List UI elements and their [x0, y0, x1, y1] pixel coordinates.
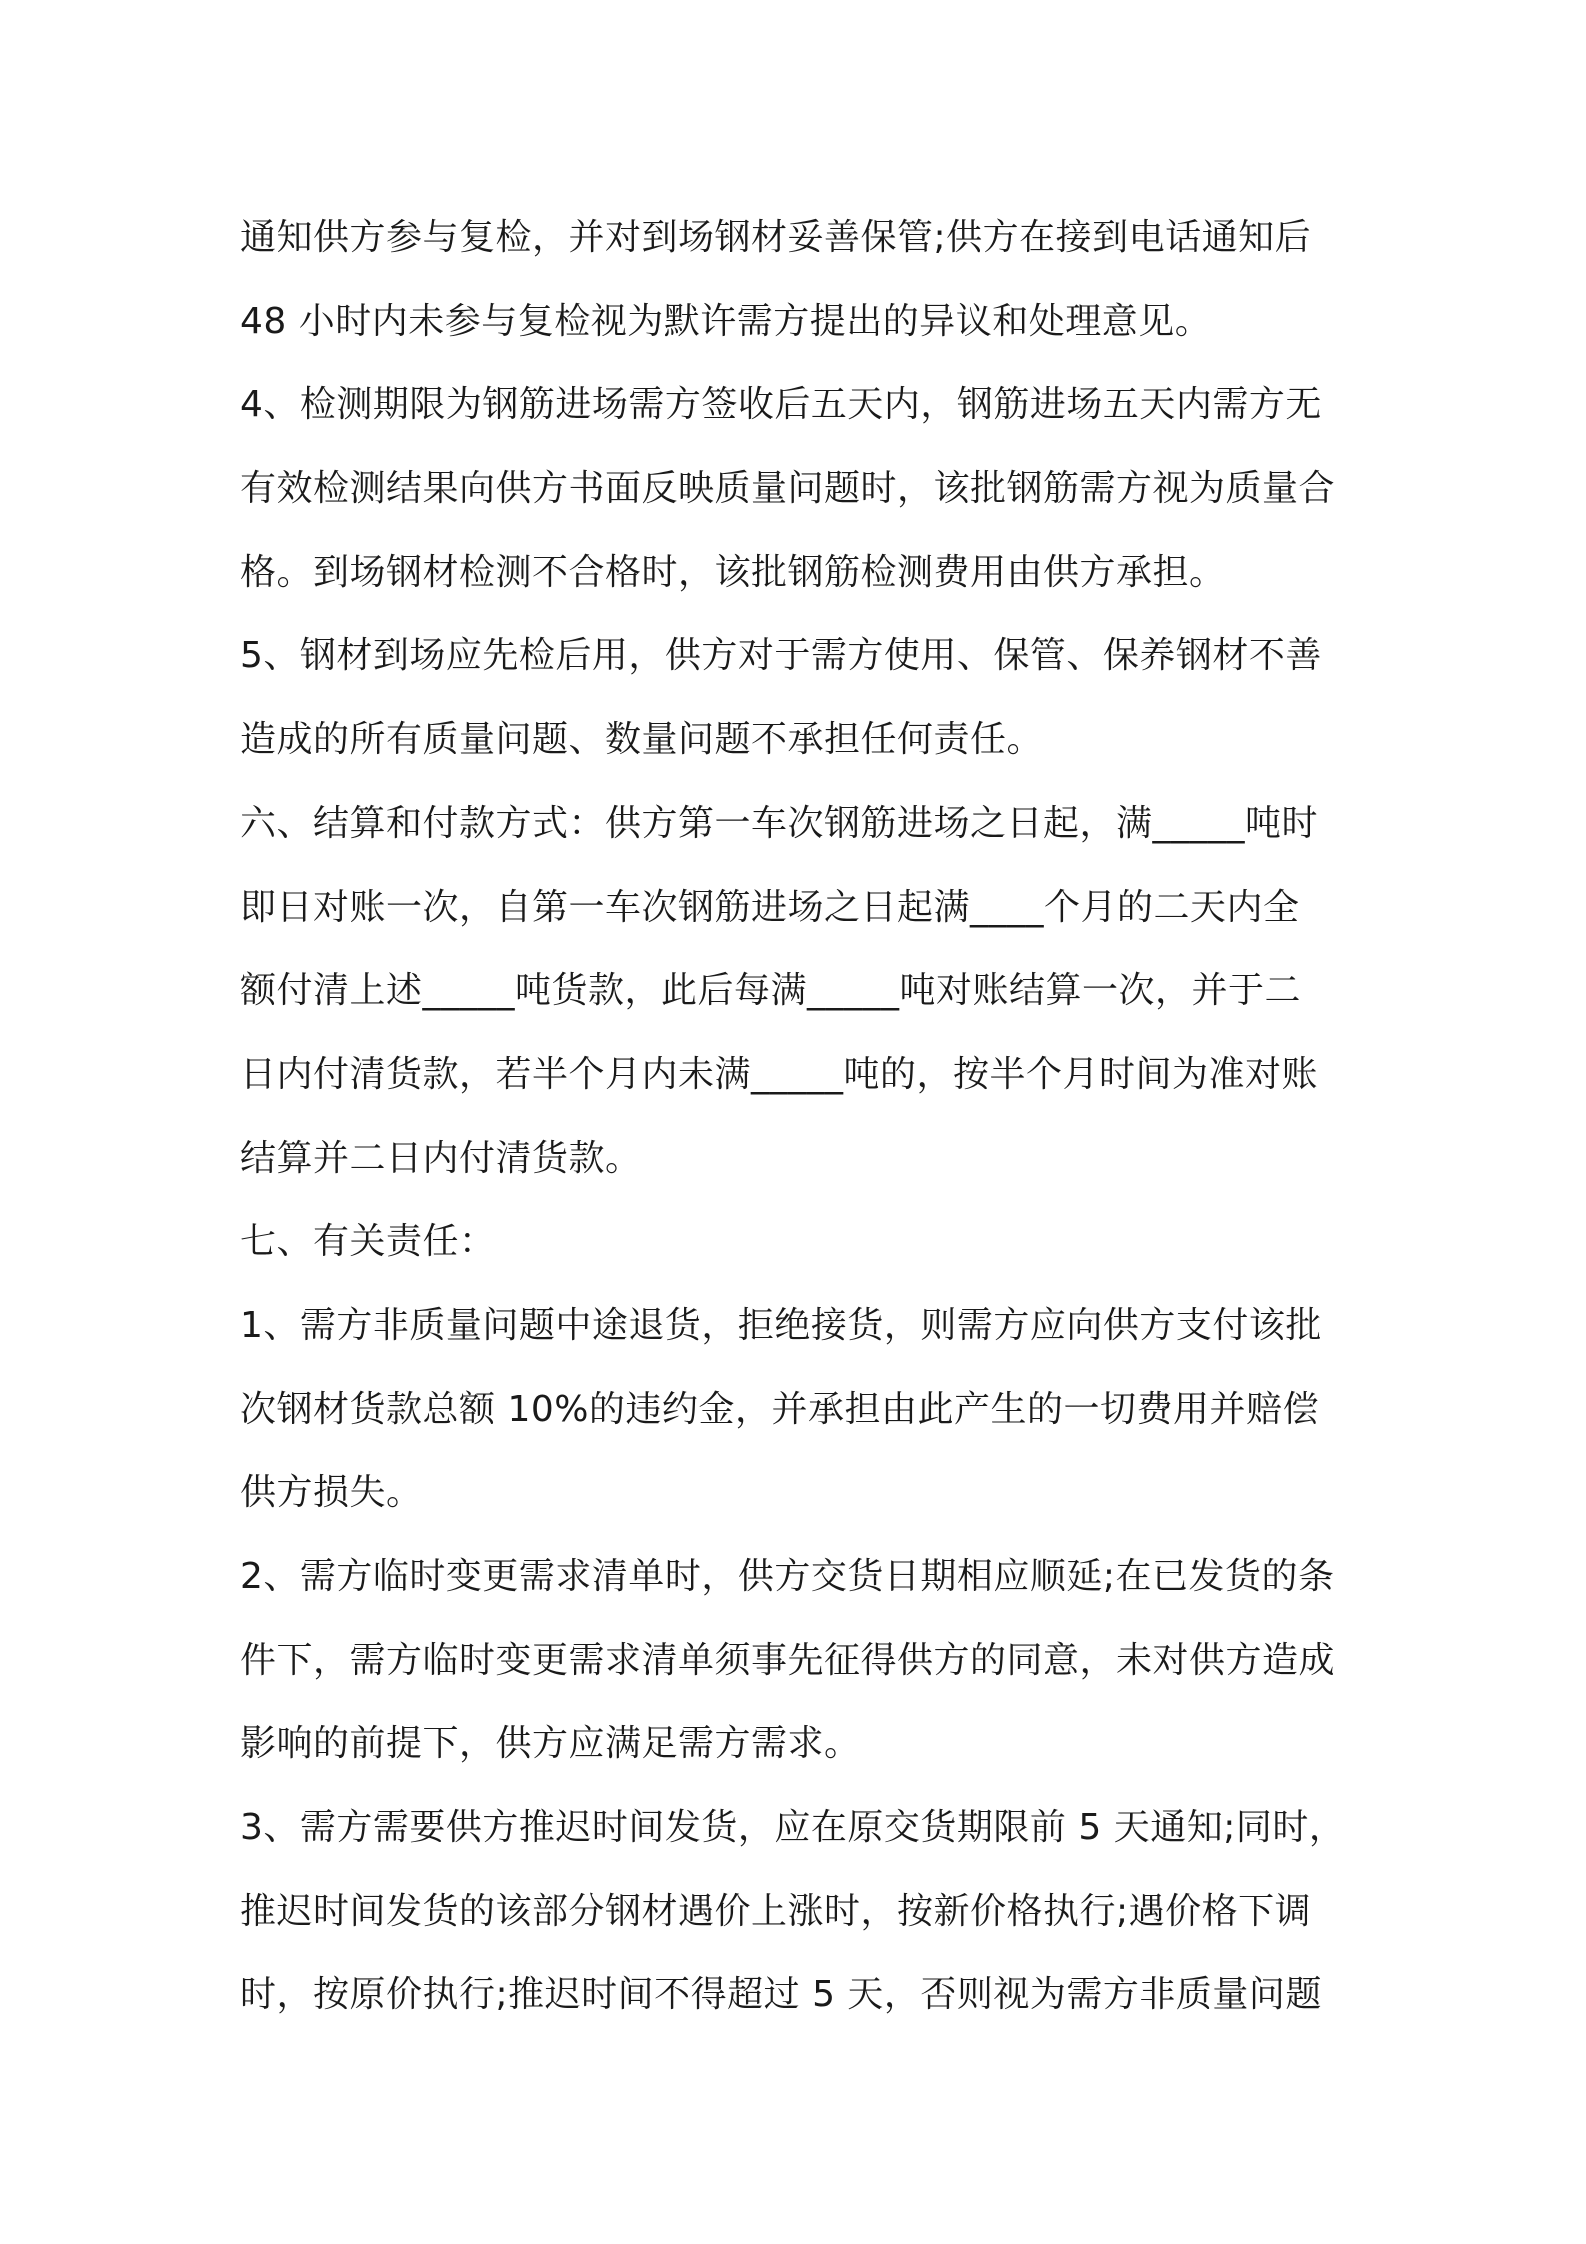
text-line: 格。到场钢材检测不合格时，该批钢筋检测费用由供方承担。 [240, 551, 1226, 593]
text-line: 七、有关责任： [240, 1221, 496, 1263]
text-line: 日内付清货款，若半个月内未满_____吨的，按半个月时间为准对账 [240, 1053, 1319, 1095]
text-line: 有效检测结果向供方书面反映质量问题时，该批钢筋需方视为质量合 [240, 468, 1336, 510]
text-line: 推迟时间发货的该部分钢材遇价上涨时，按新价格执行;遇价格下调 [240, 1890, 1312, 1932]
text-line: 即日对账一次，自第一车次钢筋进场之日起满____个月的二天内全 [240, 886, 1300, 928]
text-line: 影响的前提下，供方应满足需方需求。 [240, 1723, 861, 1765]
text-line: 4、检测期限为钢筋进场需方签收后五天内，钢筋进场五天内需方无 [240, 384, 1322, 426]
text-line: 次钢材货款总额 10%的违约金，并承担由此产生的一切费用并赔偿 [240, 1388, 1319, 1430]
text-line: 供方损失。 [240, 1472, 423, 1514]
text-line: 额付清上述_____吨货款，此后每满_____吨对账结算一次，并于二 [240, 970, 1302, 1012]
text-line: 件下，需方临时变更需求清单须事先征得供方的同意，未对供方造成 [240, 1639, 1336, 1681]
document-page [240, 196, 1360, 2037]
text-line: 5、钢材到场应先检后用，供方对于需方使用、保管、保养钢材不善 [240, 635, 1322, 677]
text-line: 六、结算和付款方式：供方第一车次钢筋进场之日起，满_____吨时 [240, 802, 1319, 844]
text-line: 通知供方参与复检，并对到场钢材妥善保管;供方在接到电话通知后 [240, 217, 1312, 258]
text-line: 结算并二日内付清货款。 [240, 1137, 642, 1179]
text-line: 1、需方非质量问题中途退货，拒绝接货，则需方应向供方支付该批 [240, 1304, 1322, 1346]
text-line: 造成的所有质量问题、数量问题不承担任何责任。 [240, 719, 1044, 761]
text-line: 时，按原价执行;推迟时间不得超过 5 天，否则视为需方非质量问题 [240, 1974, 1322, 2016]
text-line: 2、需方临时变更需求清单时，供方交货日期相应顺延;在已发货的条 [240, 1556, 1335, 1597]
text-line: 3、需方需要供方推迟时间发货，应在原交货期限前 5 天通知;同时， [240, 1807, 1346, 1849]
text-line: 48 小时内未参与复检视为默许需方提出的异议和处理意见。 [240, 300, 1212, 342]
